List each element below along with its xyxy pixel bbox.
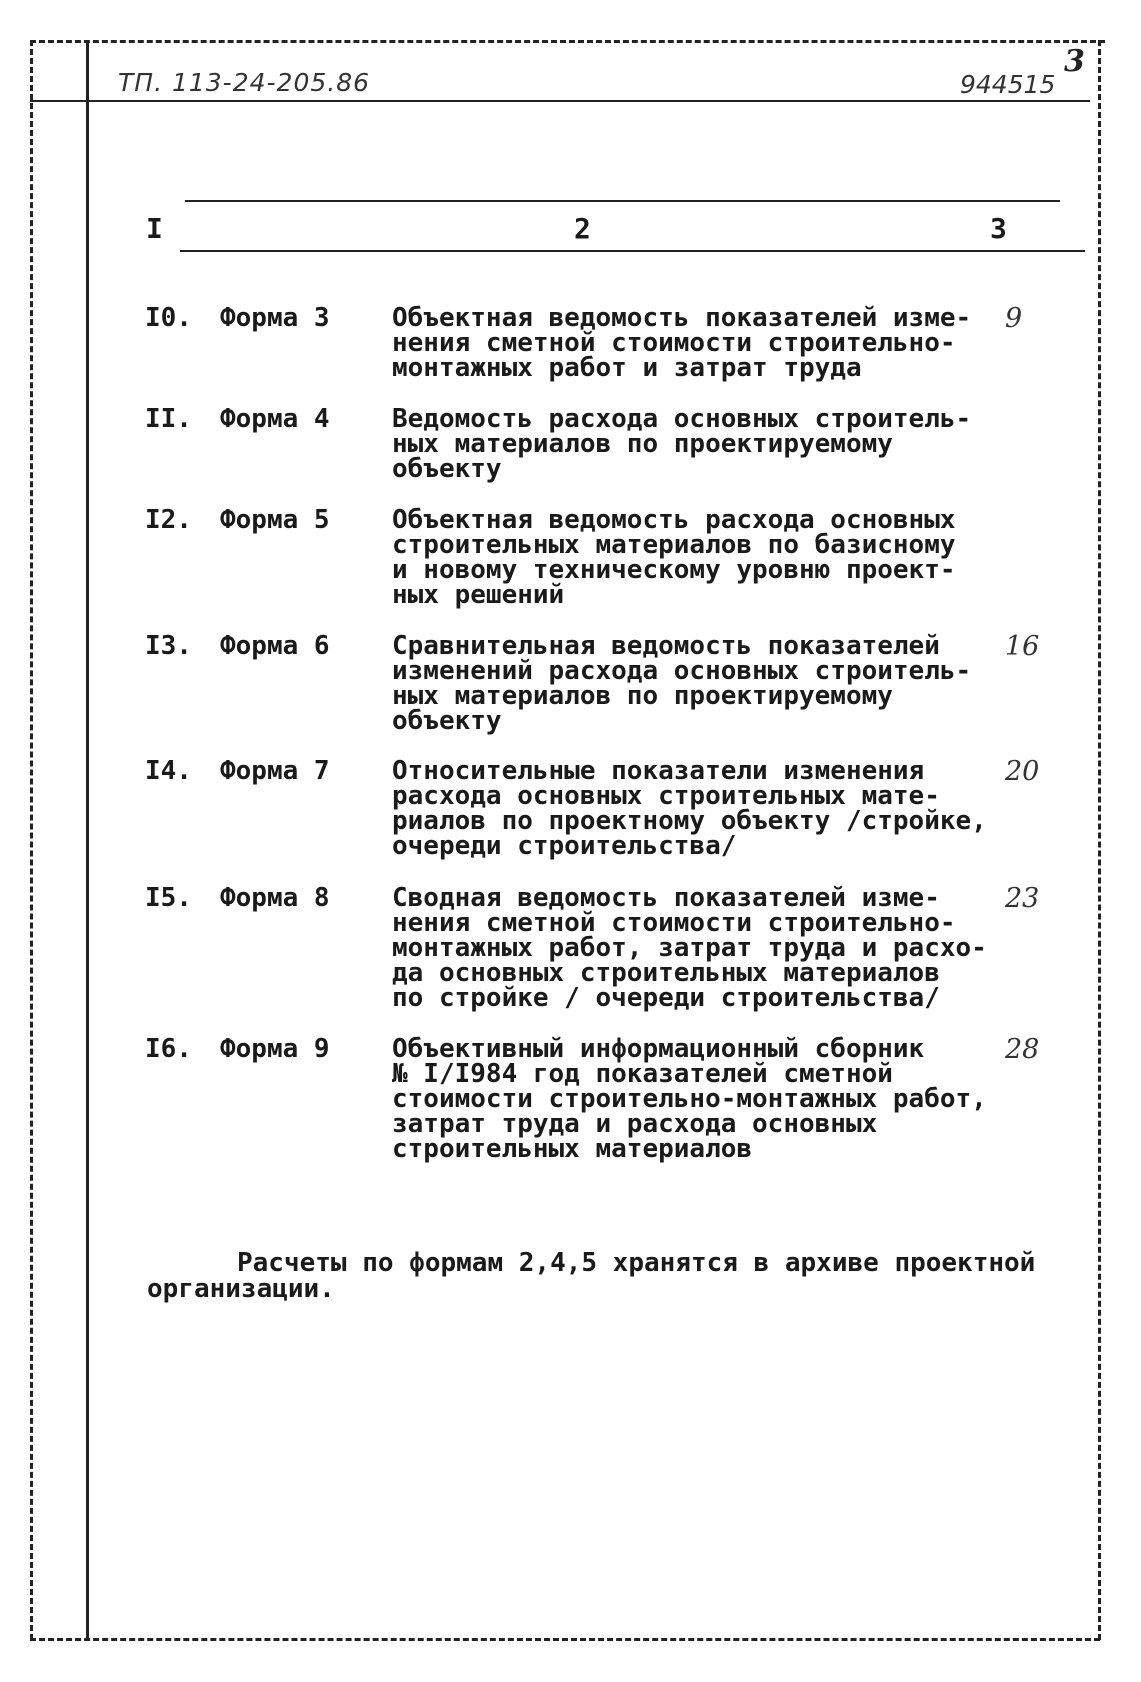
row-form: Форма 3 xyxy=(220,303,330,333)
row-number: I0. xyxy=(145,303,192,333)
row-page: 16 xyxy=(1005,631,1040,662)
inventory-number: 944515 xyxy=(960,70,1056,99)
row-description: Ведомость расхода основных строитель- ных материалов по проектируемому объекту xyxy=(392,404,972,484)
row-page: 28 xyxy=(1005,1034,1040,1065)
row-form: Форма 4 xyxy=(220,404,330,434)
row-number: I6. xyxy=(145,1034,192,1064)
table-header-top-rule xyxy=(185,200,1060,202)
column-header-1: I xyxy=(146,212,163,245)
storage-note-text: Расчеты по формам 2,4,5 хранятся в архиве проектной организации. xyxy=(147,1248,1036,1304)
row-form: Форма 8 xyxy=(220,883,330,913)
column-header-3: 3 xyxy=(990,212,1007,245)
column-header-2: 2 xyxy=(574,212,591,245)
page-number: 3 xyxy=(1064,44,1085,79)
frame-right-border xyxy=(1098,40,1101,1640)
row-form: Форма 9 xyxy=(220,1034,330,1064)
header-rule xyxy=(30,100,1090,102)
row-description: Объективный информационный сборник № I/I984 год показателей сметной стоимости строительно-монтажных работ, затрат труда и расхода основных строительных материалов xyxy=(392,1034,987,1164)
row-description: Объектная ведомость расхода основных строительных материалов по базисному и новому техническому уровню проект- ных решений xyxy=(392,505,956,610)
frame-bottom-border xyxy=(30,1638,1100,1641)
frame-top-border xyxy=(30,40,1105,43)
frame-left-border xyxy=(30,40,33,1640)
row-form: Форма 7 xyxy=(220,756,330,786)
document-code: ТП. 113-24-205.86 xyxy=(118,68,371,97)
storage-note xyxy=(147,1250,1047,1302)
row-page: 20 xyxy=(1005,756,1040,787)
row-form: Форма 6 xyxy=(220,631,330,661)
table-header-bottom-rule xyxy=(180,250,1085,252)
row-number: I2. xyxy=(145,505,192,535)
row-number: I3. xyxy=(145,631,192,661)
row-description: Объектная ведомость показателей изме- нения сметной стоимости строительно- монтажных работ и затрат труда xyxy=(392,303,972,383)
binding-margin-line xyxy=(86,40,89,1640)
row-number: II. xyxy=(145,404,192,434)
row-number: I4. xyxy=(145,756,192,786)
row-description: Сводная ведомость показателей изме- нения сметной стоимости строительно- монтажных работ, затрат труда и расхо- да основных строительных материалов по стройке / очереди строительства/ xyxy=(392,883,987,1013)
row-description: Относительные показатели изменения расхода основных строительных мате- риалов по проектному объекту /стройке, очереди строительства/ xyxy=(392,756,987,861)
row-page: 23 xyxy=(1005,883,1040,914)
row-page: 9 xyxy=(1005,303,1023,334)
row-number: I5. xyxy=(145,883,192,913)
row-description: Сравнительная ведомость показателей изменений расхода основных строитель- ных материалов по проектируемому объекту xyxy=(392,631,972,736)
row-form: Форма 5 xyxy=(220,505,330,535)
